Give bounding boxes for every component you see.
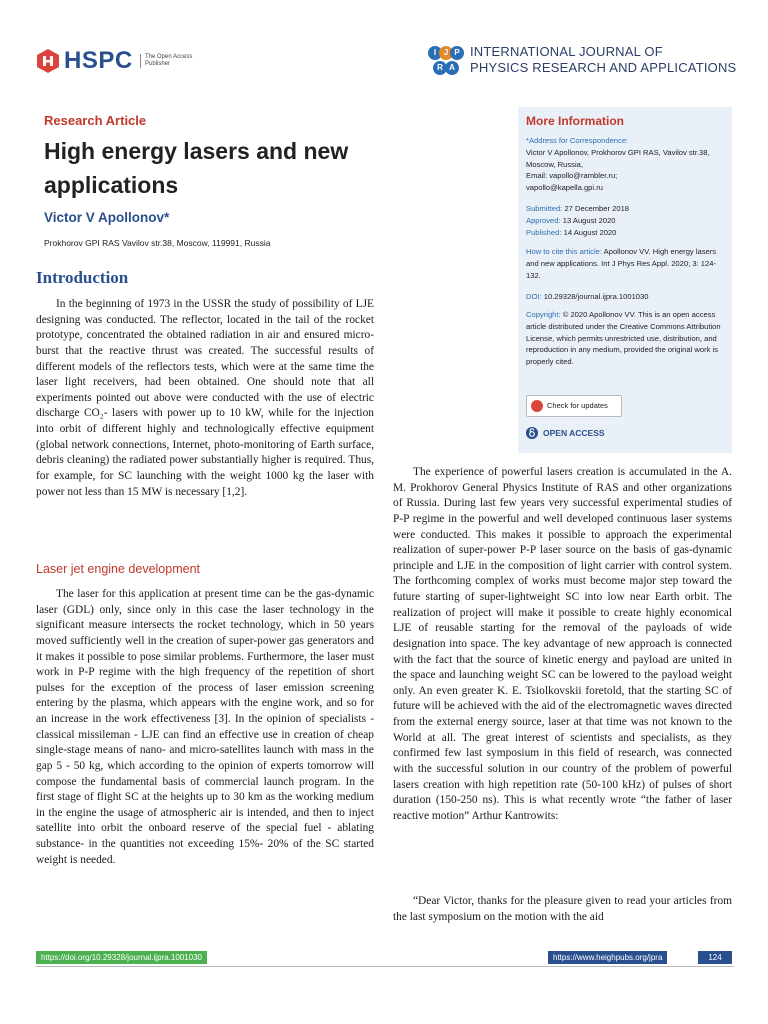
article-title: High energy lasers and new applications xyxy=(44,138,349,198)
dates-block xyxy=(526,203,726,238)
right-column-paragraph-1 xyxy=(393,465,732,824)
hspc-logo-icon xyxy=(36,48,60,74)
journal-logo-letter: I xyxy=(428,46,442,60)
citation-block xyxy=(526,246,726,281)
approved-date: 13 August 2020 xyxy=(562,215,616,225)
introduction-text: In the beginning of 1973 in the USSR the study of possibility of LJE designing was conducted. The reflector, located in the tail of the rocket prototype, concentrated the obtained radiation in air and ensured micro-burst that the reactive thrust was created. The successful results of different models of the reflectors tests, which were at the same time the laser light receivers, had been obtained. One should note that all experiments pointed out above were conducted with the use of electric discharge CO₂- lasers with power up to 10 kW, while for the injection into orbit of different highly and technologically effective equipment (global network connections, Internet, photo-monitoring of Earth surface, debris cleaning) the radiated power substantially higher is required. Thus, for example, for SC launching with the weight 1000 kg the laser with power not less than 15 MW is necessary [1,2]. xyxy=(36,298,374,498)
check-updates-label: Check for updates xyxy=(547,401,608,410)
journal-logo-letter: P xyxy=(450,46,464,60)
check-for-updates-button[interactable] xyxy=(526,395,622,417)
journal-name xyxy=(470,44,736,76)
info-title: More Information xyxy=(526,114,624,128)
footer-doi-link[interactable]: https://doi.org/10.29328/journal.ijpra.1001030 xyxy=(36,951,207,964)
page-number: 124 xyxy=(698,951,732,964)
cite-label: How to cite this article: xyxy=(526,247,602,256)
email-line-1[interactable]: Email: vapollo@rambler.ru; xyxy=(526,171,618,181)
doi-value[interactable]: 10.29328/journal.ijpra.1001030 xyxy=(543,292,649,301)
copyright-block xyxy=(526,309,726,368)
article-type: Research Article xyxy=(44,113,147,128)
lje-text: The laser for this application at present time can be the gas-dynamic laser (GDL) only, since only in this case the laser technology in the significant measure intersects the rocket technology, which in 50 years moved sufficiently well in the creation of super-power gas generators and it makes it possible to pose similar problems. Furthermore, the laser must work in P-P regime with the high frequency of the repetition of short pulses for the exception of the process of laser emission screening entering by the plasma, which appears with the engine work, and so for an increase in the work effectiveness [3]. In the opinion of specialists - classical missileman - LJE can find an effective use in creation of cheap single-stage means of nano- and micro-satellites launch with mass in the gap 5 - 50 kg, which according to the opinion of experts tomorrow will compose the fundamental basis of commercial launch program. In the first stage of flight SC at the heights up to 30 km as the working medium in the engine the usage of atmospheric air is intended, and then to inject satellite into orbit the onboard reserve of the special fuel - ablating substance- in the quantities not exceeding 15%- 20% of the SC started weight is needed. xyxy=(36,588,374,866)
journal-name-line1: INTERNATIONAL JOURNAL OF xyxy=(470,44,663,59)
journal-logo-letter: J xyxy=(439,46,453,60)
journal-logo-letter: A xyxy=(445,61,459,75)
doi-label: DOI: xyxy=(526,292,542,301)
published-label: Published: xyxy=(526,227,562,237)
copyright-label: Copyright: xyxy=(526,310,561,319)
journal-name-line2: PHYSICS RESEARCH AND APPLICATIONS xyxy=(470,60,737,75)
open-access-label: OPEN ACCESS xyxy=(543,428,605,438)
publisher-tagline: The Open Access Publisher xyxy=(140,54,195,68)
footer-site-link[interactable]: https://www.heighpubs.org/jpra xyxy=(548,951,667,964)
more-information-panel xyxy=(518,107,732,453)
publisher-name: HSPC xyxy=(64,47,133,74)
submitted-label: Submitted: xyxy=(526,204,563,213)
journal-logo-icon xyxy=(428,46,464,78)
journal-header xyxy=(428,44,738,80)
author-affiliation: Prokhorov GPI RAS Vavilov str.38, Moscow, 119991, Russia xyxy=(44,238,271,248)
introduction-paragraph xyxy=(36,297,374,500)
publisher-logo xyxy=(36,46,193,76)
footer-divider xyxy=(36,966,734,967)
email-line-2[interactable]: vapollo@kapella.gpi.ru xyxy=(526,183,603,193)
correspondence-label: *Address for Correspondence: xyxy=(526,136,629,145)
open-access-icon xyxy=(526,427,538,439)
cite-text: Apollonov VV. High energy lasers and new applications. Int J Phys Res Appl. 2020; 3: 124-132. xyxy=(526,247,717,280)
right-column-text-2: “Dear Victor, thanks for the pleasure given to read your articles from the last symposium on the motion with the aid xyxy=(393,895,732,923)
correspondence-text: Victor V Apollonov, Prokhorov GPI RAS, Vavilov str.38, Moscow, Russia, xyxy=(526,147,710,169)
introduction-heading: Introduction xyxy=(36,268,129,287)
lje-heading: Laser jet engine development xyxy=(36,562,201,576)
lje-paragraph xyxy=(36,587,374,868)
journal-logo-letter: R xyxy=(433,61,447,75)
right-column-text-1: The experience of powerful lasers creation is accumulated in the A. M. Prokhorov General Physics Institute of RAS and other organizations of Russia. During last few years very successful experimental studies of P-P regime in the powerful and well developed continuous laser systems were conducted. This makes it possible to approach the experimental realization of super-power P-P laser source on the basis of gas-dynamic principle and LJE in the composition of light carrier with control system. The forthcoming complex of works must become major step toward the future starting of super-lightweight SC into low near Earth orbit. The realization of project will make it possible to create highly economical LJE of reusable starting for the removal of the payloads of wide designation into space. The key advantage of new approach is connected with the fact that the source of kinetic energy and payload are united in the space and launching weight SC can be lowered to the payload weight only. An even greater K. E. Tsiolkovskii foretold, that the starting SC of future will be achieved with the aid of the electromagnetic waves directed from the external energy source, laser at that time was not known to the World at all. The great interest of scientists and specialists, as they confirmed few last symposium in this field of research, was connected with the successful solution in our country of the problem of powerful lasers creation with high repetition rate (50-100 kHz) of pulses of short duration (150-250 ns). This is what recently wrote “the father of laser reactive motion” Arthur Kantrowits: xyxy=(393,466,732,822)
check-updates-icon xyxy=(531,400,543,412)
copyright-text: © 2020 Apollonov VV. This is an open access article distributed under the Creative Commons Attribution License, which permits unrestricted use, distribution, and reproduction in any medium, provided the original work is properly cited. xyxy=(526,310,721,367)
correspondence-block xyxy=(526,135,726,194)
author-name: Victor V Apollonov* xyxy=(44,210,170,225)
approved-label: Approved: xyxy=(526,215,561,225)
published-date: 14 August 2020 xyxy=(563,227,617,237)
right-column-paragraph-2 xyxy=(393,894,732,925)
submitted-date: 27 December 2018 xyxy=(564,204,630,213)
doi-block xyxy=(526,291,726,303)
